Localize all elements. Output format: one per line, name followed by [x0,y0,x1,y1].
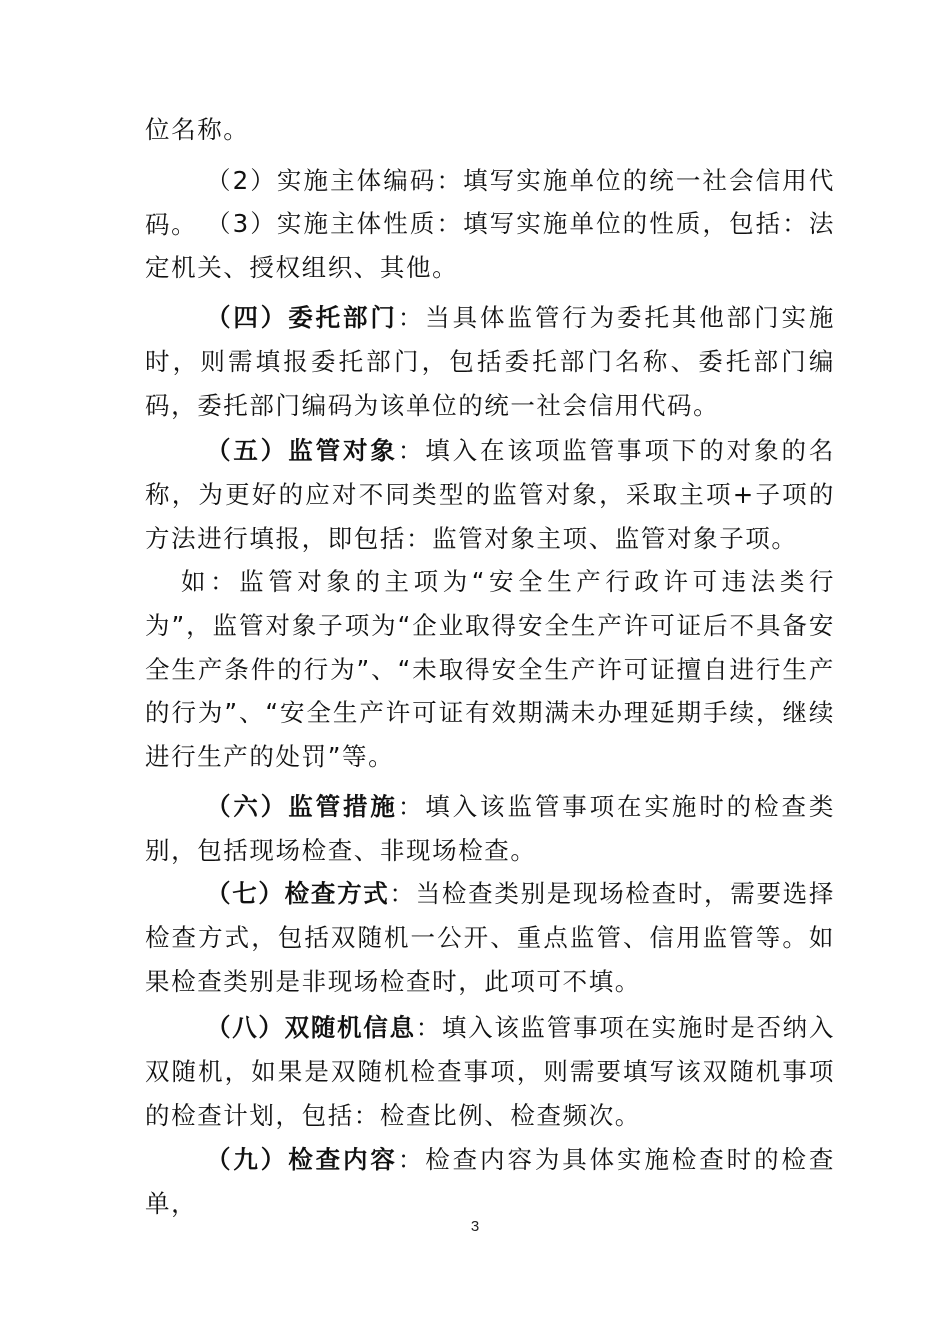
paragraph-text: ：填入该监管事项在实施时的检查类别，包括现场检查、非现场检查。 [145,792,835,865]
page-number: 3 [470,1218,480,1235]
paragraph-text: ：当检查类别是现场检查时，需要选择检查方式，包括双随机一公开、重点监管、信用监管等。如果检查类别是非现场检查时，此项可不填。 [145,879,836,996]
paragraph-text: ：检查内容为具体实施检查时的检查单， [145,1145,835,1218]
paragraph-text: （2）实施主体编码：填写实施单位的统一社会信用代码。 [145,166,835,239]
paragraph-double-random-info [145,1006,835,1137]
paragraph-text: （3）实施主体性质：填写实施单位的性质，包括：法定机关、授权组织、其他。 [145,209,835,282]
section-heading: （九）检查内容 [206,1145,398,1174]
paragraph-text: 如：监管对象的主项为“安全生产行政许可违法类行为”，监管对象子项为“企业取得安全生产许可证后不具备安全生产条件的行为”、“未取得安全生产许可证擅自进行生产的行为”、“安全生产许可证有效期满未办理延期手续，继续进行生产的处罚”等。 [145,567,835,772]
paragraph-unit-name-continued [145,108,835,152]
paragraph-supervision-measures [145,785,835,873]
paragraph-example [145,560,835,779]
paragraph-text: 位名称。 [145,115,250,144]
paragraph-text: ：填入在该项监管事项下的对象的名称，为更好的应对不同类型的监管对象，采取主项+子项的方法进行填报，即包括：监管对象主项、监管对象子项。 [145,436,835,553]
section-heading: （四）委托部门 [206,303,398,332]
section-heading: （八）双随机信息 [206,1013,416,1042]
section-heading: （七）检查方式 [206,879,390,908]
section-heading: （五）监管对象 [206,436,398,465]
paragraph-inspection-method [145,872,835,1003]
paragraph-supervision-object [145,429,835,560]
paragraph-inspection-content [145,1138,835,1226]
section-heading: （六）监管措施 [206,792,398,821]
paragraph-entrusted-department [145,296,835,427]
paragraph-text: ：填入该监管事项在实施时是否纳入双随机，如果是双随机检查事项，则需要填写该双随机事项的检查计划，包括：检查比例、检查频次。 [145,1013,835,1130]
paragraph-entity-nature [145,202,835,290]
paragraph-text: ：当具体监管行为委托其他部门实施时，则需填报委托部门，包括委托部门名称、委托部门编码，委托部门编码为该单位的统一社会信用代码。 [145,303,835,420]
